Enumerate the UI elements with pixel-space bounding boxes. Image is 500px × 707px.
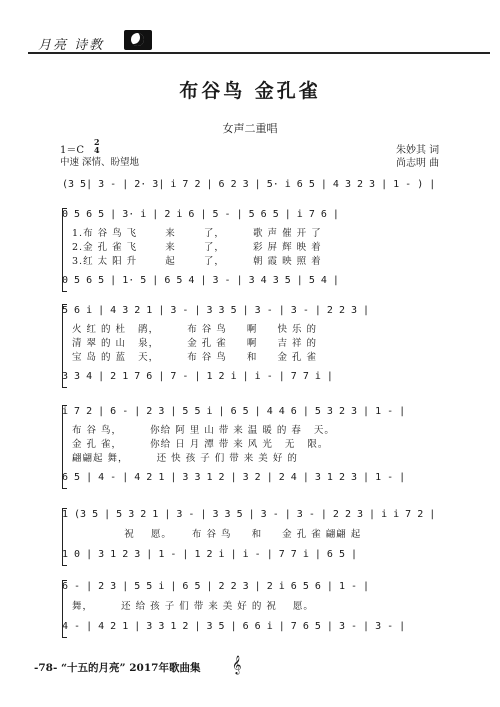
lyric-line: 舞， 还 给 孩 子 们 带 来 美 好 的 祝 愿。 <box>72 601 314 612</box>
system-top-line: 5 6 i | 4 3 2 1 | 3 - | 3 3 5 | 3 - | 3 - | 2 2 3 | <box>62 305 370 316</box>
lyric-line: 宝 岛 的 蓝 天， 布 谷 鸟 和 金 孔 雀 <box>72 352 318 363</box>
lyric-line: 祝 愿。 布 谷 鸟 和 金 孔 雀 翩翩 起 <box>72 529 362 540</box>
lyric-line: 翩翩起 舞， 还 快 孩 子 们 带 来 美 好 的 <box>72 453 298 464</box>
lyric-line: 3.红 太 阳 升 起 了， 朝 霞 映 照 着 <box>72 256 322 267</box>
lyric-line: 金 孔 雀， 你给 日 月 潭 带 来 风 光 无 限。 <box>72 439 329 450</box>
time-bottom: 4 <box>94 145 100 155</box>
system-bottom-line: 3 3 4 | 2 1 7 6 | 7 - | 1 2 i | i - | 7 7 i | <box>62 371 333 382</box>
system-top-line: 0 5 6 5 | 3· i | 2 i 6 | 5 - | 5 6 5 | i 7 6 | <box>62 209 339 220</box>
lyric-line: 火 红 的 杜 鹃， 布 谷 鸟 啊 快 乐 的 <box>72 324 318 335</box>
lyric-line: 1.布 谷 鸟 飞 来 了， 歌 声 催 开 了 <box>72 228 322 239</box>
system-bottom-line: 4 - | 4 2 1 | 3 3 1 2 | 3 5 | 6 6 i | 7 6 5 | 3 - | 3 - | <box>62 621 406 632</box>
lyric-line: 布 谷 鸟， 你给 阿 里 山 带 来 温 暖 的 春 天。 <box>72 425 335 436</box>
system-top-line: 6 - | 2 3 | 5 5 i | 6 5 | 2 2 3 | 2 i 6 5 6 | 1 - | <box>62 581 370 592</box>
lyricist-credit: 朱妙其 词 <box>396 145 440 156</box>
time-signature <box>94 138 100 154</box>
lyric-line: 2.金 孔 雀 飞 来 了， 彩 屏 辉 映 着 <box>72 242 322 253</box>
moon-logo-icon <box>124 30 152 50</box>
system-bottom-line: 6 5 | 4 - | 4 2 1 | 3 3 1 2 | 3 2 | 2 4 | 3 1 2 3 | 1 - | <box>62 472 406 483</box>
system-top-line: i 7 2 | 6 - | 2 3 | 5 5 i | 6 5 | 4 4 6 | 5 3 2 3 | 1 - | <box>62 406 406 417</box>
composer-credit: 尚志明 曲 <box>396 158 440 169</box>
key-signature: 1＝C <box>60 145 85 156</box>
treble-clef-icon: 𝄞 <box>232 655 242 674</box>
lyric-line: 清 翠 的 山 泉， 金 孔 雀 啊 吉 祥 的 <box>72 338 318 349</box>
song-title: 布谷鸟 金孔雀 <box>179 80 321 102</box>
system-bottom-line: 1 0 | 3 1 2 3 | 1 - | 1 2 i | i - | 7 7 i | 6 5 | <box>62 549 358 560</box>
song-subtitle: 女声二重唱 <box>222 122 278 135</box>
header-brand: 月亮 诗教 <box>38 38 105 53</box>
page-footer: -78- “十五的月亮” 2017年歌曲集 <box>34 662 201 674</box>
time-top: 2 <box>94 137 100 147</box>
system-bottom-line: 0 5 6 5 | 1· 5 | 6 5 4 | 3 - | 3 4 3 5 | 5 4 | <box>62 275 339 286</box>
intro-line: (3 5| 3 - | 2· 3| i 7 2 | 6 2 3 | 5· i 6 5 | 4 3 2 3 | 1 - ) | <box>62 179 436 190</box>
header-rule <box>28 52 490 54</box>
system-top-line: 1 (3 5 | 5 3 2 1 | 3 - | 3 3 5 | 3 - | 3 - | 2 2 3 | i i 7 2 | <box>62 509 436 520</box>
tempo-marking: 中速 深情、盼望地 <box>60 157 140 168</box>
page-header <box>0 28 500 56</box>
